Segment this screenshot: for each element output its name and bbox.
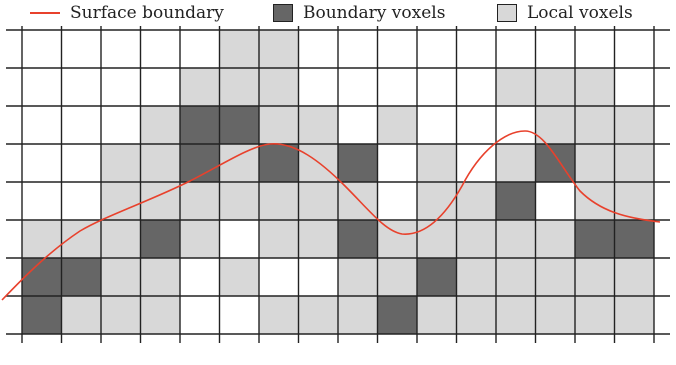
empty-voxel [62, 68, 102, 106]
empty-voxel [299, 258, 339, 296]
local-voxel [457, 220, 497, 258]
local-voxel [536, 258, 576, 296]
local-voxel [338, 296, 378, 334]
empty-voxel [457, 68, 497, 106]
local-voxel [496, 220, 536, 258]
empty-voxel [22, 30, 62, 68]
boundary-voxel [615, 220, 655, 258]
empty-voxel [62, 106, 102, 144]
empty-voxel [180, 296, 220, 334]
local-voxel [299, 296, 339, 334]
empty-voxel [615, 68, 655, 106]
local-voxel [615, 258, 655, 296]
local-voxel [536, 68, 576, 106]
local-voxel [141, 106, 181, 144]
empty-voxel [259, 258, 299, 296]
local-voxel [259, 106, 299, 144]
boundary-voxel [338, 220, 378, 258]
surface-line-swatch [30, 12, 60, 14]
empty-voxel [338, 68, 378, 106]
legend-boundary-label: Boundary voxels [303, 3, 446, 23]
local-voxel [417, 296, 457, 334]
local-voxel [101, 182, 141, 220]
local-voxel [259, 182, 299, 220]
local-voxel [496, 258, 536, 296]
empty-voxel [378, 182, 418, 220]
legend-local-voxels [497, 2, 633, 24]
empty-voxel [299, 68, 339, 106]
local-voxel [457, 258, 497, 296]
empty-voxel [299, 30, 339, 68]
local-voxel [141, 258, 181, 296]
local-voxel [378, 258, 418, 296]
boundary-voxel [22, 258, 62, 296]
local-voxel [259, 30, 299, 68]
local-voxel [220, 68, 260, 106]
empty-voxel [417, 30, 457, 68]
boundary-voxel [62, 258, 102, 296]
voxel-grid-diagram [0, 26, 676, 365]
local-voxel [180, 68, 220, 106]
empty-voxel [378, 30, 418, 68]
empty-voxel [457, 106, 497, 144]
boundary-voxel-swatch [273, 4, 293, 22]
local-voxel [417, 144, 457, 182]
boundary-voxel [496, 182, 536, 220]
local-voxel [575, 68, 615, 106]
local-voxel [536, 296, 576, 334]
empty-voxel [22, 182, 62, 220]
local-voxel [615, 296, 655, 334]
empty-voxel [62, 182, 102, 220]
local-voxel [141, 144, 181, 182]
boundary-voxel [220, 106, 260, 144]
local-voxel [180, 220, 220, 258]
empty-voxel [615, 30, 655, 68]
legend-surface-label: Surface boundary [70, 3, 224, 23]
local-voxel [575, 258, 615, 296]
empty-voxel [496, 30, 536, 68]
local-voxel [259, 296, 299, 334]
local-voxel [457, 296, 497, 334]
empty-voxel [101, 30, 141, 68]
local-voxel [417, 182, 457, 220]
legend-boundary-voxels [273, 2, 445, 24]
legend [0, 0, 676, 26]
local-voxel [496, 296, 536, 334]
local-voxel [575, 182, 615, 220]
local-voxel [220, 30, 260, 68]
empty-voxel [141, 30, 181, 68]
local-voxel [180, 182, 220, 220]
local-voxel [457, 182, 497, 220]
local-voxel [615, 106, 655, 144]
empty-voxel [378, 144, 418, 182]
local-voxel [575, 106, 615, 144]
boundary-voxel [417, 258, 457, 296]
local-voxel [536, 220, 576, 258]
boundary-voxel [259, 144, 299, 182]
local-voxel [259, 68, 299, 106]
boundary-voxel [141, 220, 181, 258]
local-voxel [220, 258, 260, 296]
empty-voxel [62, 30, 102, 68]
local-voxel [338, 258, 378, 296]
local-voxel [378, 106, 418, 144]
empty-voxel [180, 258, 220, 296]
boundary-voxel [180, 106, 220, 144]
empty-voxel [22, 106, 62, 144]
empty-voxel [22, 68, 62, 106]
local-voxel [615, 144, 655, 182]
empty-voxel [338, 30, 378, 68]
local-voxel [141, 296, 181, 334]
boundary-voxel [338, 144, 378, 182]
legend-surface-boundary [30, 2, 224, 24]
local-voxel [220, 182, 260, 220]
local-voxel [575, 296, 615, 334]
boundary-voxel [22, 296, 62, 334]
empty-voxel [378, 68, 418, 106]
local-voxel [378, 220, 418, 258]
local-voxel [496, 144, 536, 182]
local-voxel [299, 106, 339, 144]
local-voxel [101, 144, 141, 182]
local-voxel [101, 258, 141, 296]
empty-voxel [101, 106, 141, 144]
local-voxel [575, 144, 615, 182]
empty-voxel [575, 30, 615, 68]
empty-voxel [101, 68, 141, 106]
local-voxel-swatch [497, 4, 517, 22]
empty-voxel [536, 30, 576, 68]
empty-voxel [22, 144, 62, 182]
empty-voxel [457, 30, 497, 68]
local-voxel [22, 220, 62, 258]
boundary-voxel [575, 220, 615, 258]
empty-voxel [338, 106, 378, 144]
local-voxel [299, 220, 339, 258]
local-voxel [496, 68, 536, 106]
empty-voxel [180, 30, 220, 68]
local-voxel [220, 144, 260, 182]
empty-voxel [220, 220, 260, 258]
empty-voxel [220, 296, 260, 334]
local-voxel [101, 296, 141, 334]
empty-voxel [417, 68, 457, 106]
local-voxel [299, 182, 339, 220]
local-voxel [101, 220, 141, 258]
local-voxel [417, 220, 457, 258]
legend-local-label: Local voxels [527, 3, 633, 23]
local-voxel [259, 220, 299, 258]
empty-voxel [417, 106, 457, 144]
empty-voxel [536, 182, 576, 220]
empty-voxel [141, 68, 181, 106]
boundary-voxel [378, 296, 418, 334]
local-voxel [62, 296, 102, 334]
empty-voxel [62, 144, 102, 182]
